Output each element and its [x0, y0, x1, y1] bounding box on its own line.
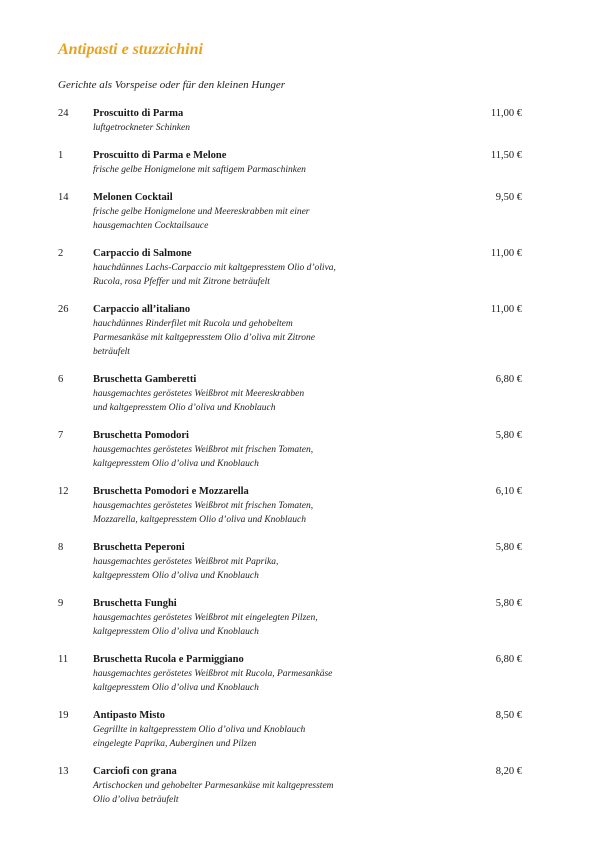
menu-item-name: Melonen Cocktail [93, 192, 173, 203]
menu-item-description-line: kaltgepresstem Olio d’oliva und Knoblauch [93, 459, 259, 469]
menu-item-description-line: frische gelbe Honigmelone und Meereskrabben mit einer [93, 207, 310, 217]
menu-item-description [93, 555, 393, 583]
menu-item-description-line: hausgemachtes geröstetes Weißbrot mit eingelegten Pilzen, [93, 613, 318, 623]
menu-item-number: 2 [58, 248, 64, 259]
menu-item-number: 11 [58, 654, 69, 665]
menu-item-description-line: hauchdünnes Rinderfilet mit Rucola und gehobeltem [93, 319, 293, 329]
menu-item-price: 11,00 € [490, 248, 522, 259]
menu-item-name: Proscuitto di Parma [93, 108, 184, 119]
menu-item-description [93, 667, 393, 695]
menu-item-description [93, 779, 393, 807]
menu-item-description-line: frische gelbe Honigmelone mit saftigem Parmaschinken [93, 165, 306, 175]
menu-item-description-line: kaltgepresstem Olio d’oliva und Knoblauch [93, 683, 259, 693]
menu-item-number: 12 [58, 486, 69, 497]
menu-item-description-line: Olio d’oliva beträufelt [93, 795, 179, 805]
menu-item-number: 14 [58, 192, 69, 203]
menu-item-description [93, 163, 393, 177]
menu-item-number: 26 [58, 304, 69, 315]
menu-item-description [93, 261, 393, 289]
menu-item-name: Carpaccio all’italiano [93, 304, 191, 315]
menu-item-description-line: hausgemachtes geröstetes Weißbrot mit frischen Tomaten, [93, 501, 314, 511]
menu-item-name: Proscuitto di Parma e Melone [93, 150, 227, 161]
menu-item-number: 8 [58, 542, 64, 553]
menu-item-price: 11,00 € [490, 108, 522, 119]
menu-item-description-line: hausgemachtes geröstetes Weißbrot mit frischen Tomaten, [93, 445, 314, 455]
menu-item-description [93, 443, 393, 471]
menu-item-description-line: hausgemachtes geröstetes Weißbrot mit Paprika, [93, 557, 279, 567]
menu-item-number: 24 [58, 108, 69, 119]
menu-item-number: 6 [58, 374, 64, 385]
menu-item-name: Bruschetta Peperoni [93, 542, 185, 553]
menu-item-name: Bruschetta Funghi [93, 598, 177, 609]
menu-item-name: Bruschetta Pomodori [93, 430, 189, 441]
menu-item-description [93, 499, 393, 527]
menu-item-description [93, 205, 393, 233]
menu-item-description [93, 611, 393, 639]
menu-item-name: Carciofi con grana [93, 766, 177, 777]
menu-item-price: 5,80 € [495, 598, 522, 609]
menu-item-name: Antipasto Misto [93, 710, 166, 721]
menu-item-name: Bruschetta Gamberetti [93, 374, 197, 385]
menu-item-description-line: Parmesankäse mit kaltgepresstem Olio d’oliva mit Zitrone [93, 333, 315, 343]
menu-item-price: 5,80 € [495, 542, 522, 553]
menu-item-description [93, 121, 393, 135]
menu-item-name: Bruschetta Rucola e Parmiggiano [93, 654, 244, 665]
menu-item-price: 5,80 € [495, 430, 522, 441]
menu-item-name: Carpaccio di Salmone [93, 248, 192, 259]
menu-item-description-line: kaltgepresstem Olio d’oliva und Knoblauch [93, 571, 259, 581]
menu-item-number: 9 [58, 598, 64, 609]
menu-item-number: 13 [58, 766, 69, 777]
menu-item-description-line: eingelegte Paprika, Auberginen und Pilzen [93, 739, 257, 749]
menu-item-number: 7 [58, 430, 64, 441]
menu-item-description-line: kaltgepresstem Olio d’oliva und Knoblauch [93, 627, 259, 637]
menu-item-description [93, 317, 393, 359]
menu-item-description-line: hauchdünnes Lachs-Carpaccio mit kaltgepresstem Olio d’oliva, [93, 263, 336, 273]
menu-item-price: 11,00 € [490, 304, 522, 315]
menu-item-name: Bruschetta Pomodori e Mozzarella [93, 486, 249, 497]
menu-item-number: 19 [58, 710, 69, 721]
menu-item-price: 8,20 € [495, 766, 522, 777]
menu-item-description-line: und kaltgepresstem Olio d’oliva und Knoblauch [93, 403, 276, 413]
menu-item-description-line: Artischocken und gehobelter Parmesankäse mit kaltgepresstem [93, 781, 334, 791]
menu-item-price: 11,50 € [490, 150, 522, 161]
section-title: Antipasti e stuzzichini [58, 41, 203, 58]
menu-item-price: 8,50 € [495, 710, 522, 721]
menu-item-description [93, 387, 393, 415]
menu-item-description-line: hausgemachtes geröstetes Weißbrot mit Meereskrabben [93, 389, 305, 399]
menu-item-price: 6,80 € [495, 374, 522, 385]
menu-item-description-line: hausgemachtes geröstetes Weißbrot mit Rucola, Parmesankäse [93, 669, 333, 679]
menu-item-description-line: beträufelt [93, 347, 130, 357]
menu-item-number: 1 [58, 150, 64, 161]
menu-item-description [93, 723, 393, 751]
menu-item-price: 6,80 € [495, 654, 522, 665]
menu-item-description-line: Gegrillte in kaltgepresstem Olio d’oliva und Knoblauch [93, 725, 306, 735]
menu-item-description-line: Mozzarella, kaltgepresstem Olio d’oliva und Knoblauch [93, 515, 307, 525]
menu-item-description-line: hausgemachten Cocktailsauce [93, 221, 209, 231]
menu-item-price: 6,10 € [495, 486, 522, 497]
section-subtitle: Gerichte als Vorspeise oder für den kleinen Hunger [58, 79, 285, 91]
menu-item-description-line: luftgetrockneter Schinken [93, 123, 190, 133]
menu-item-price: 9,50 € [495, 192, 522, 203]
menu-item-description-line: Rucola, rosa Pfeffer und mit Zitrone beträufelt [93, 277, 270, 287]
